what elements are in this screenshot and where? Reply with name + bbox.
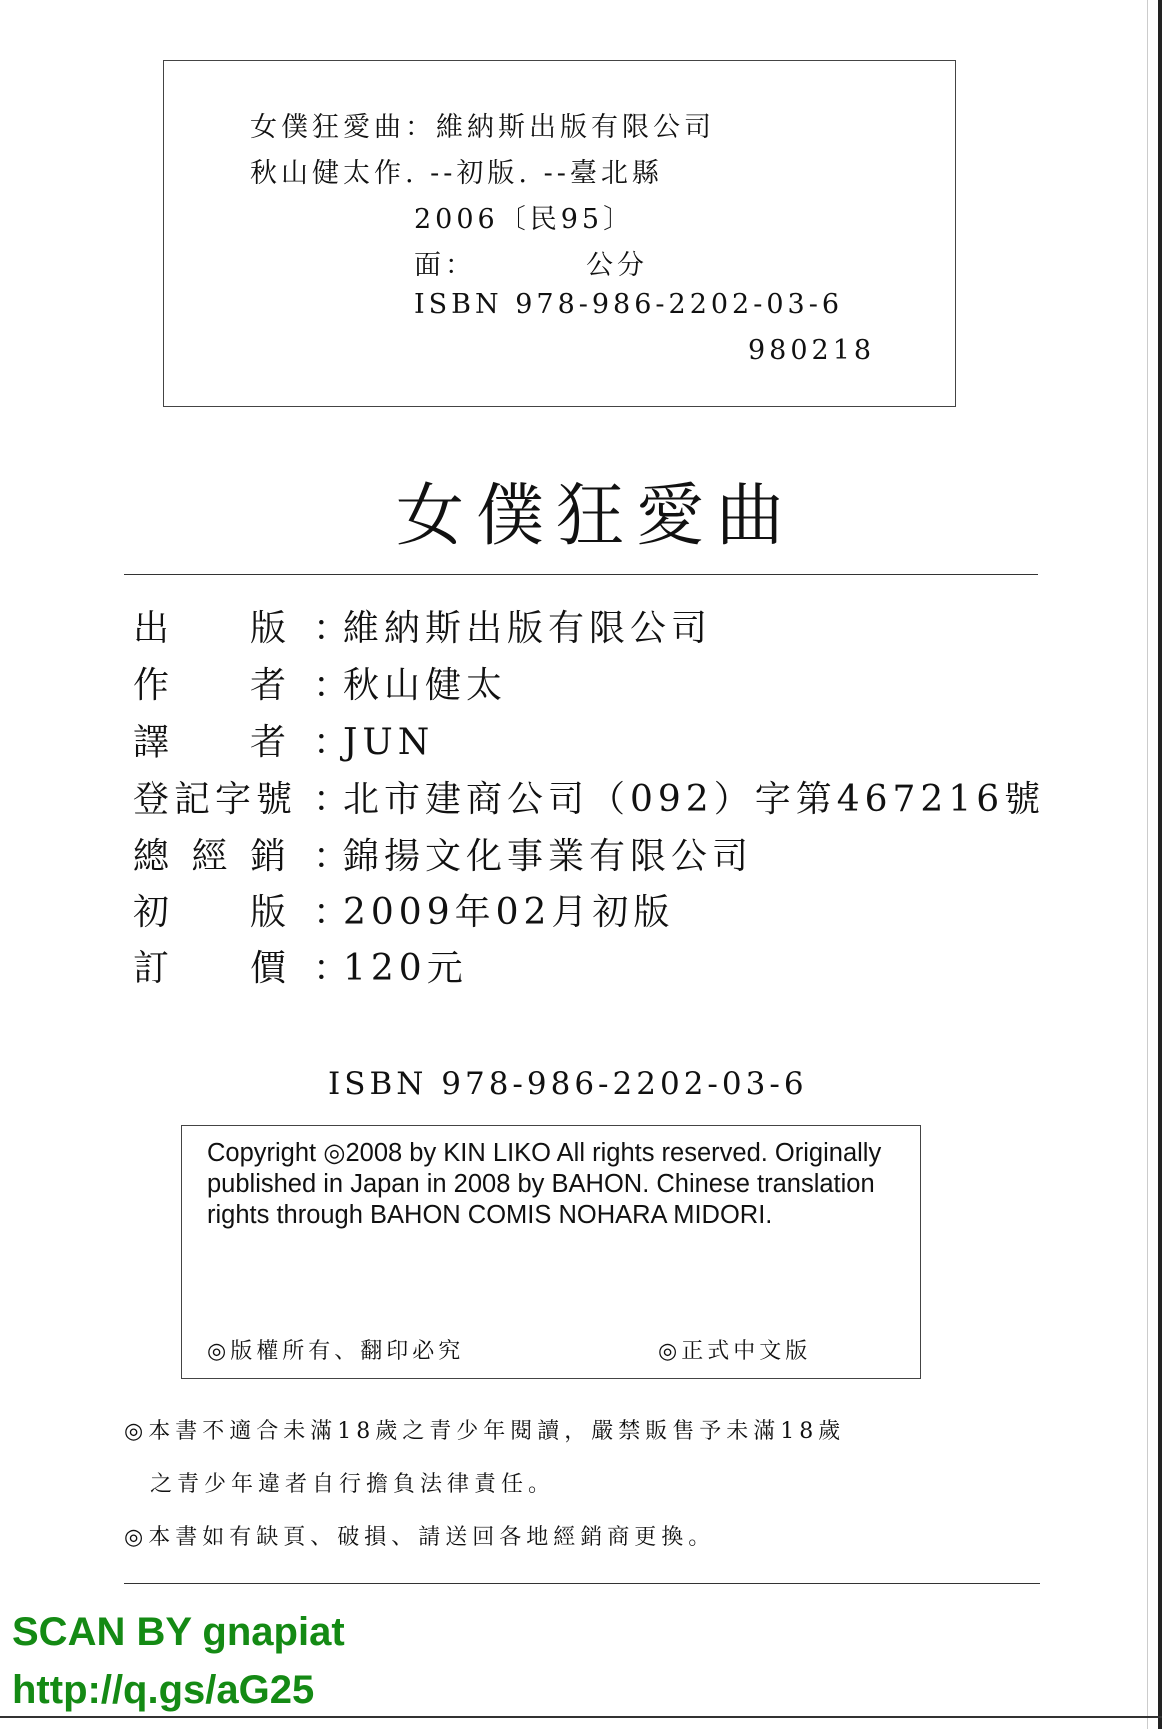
info-label: 登記字號 — [133, 779, 298, 820]
info-label: 出 版 — [133, 608, 291, 649]
info-colon: ： — [313, 779, 355, 820]
info-value: 秋山健太 — [343, 665, 508, 706]
info-colon: ： — [313, 948, 355, 989]
isbn-number: ISBN 978-986-2202-03-6 — [328, 1066, 808, 1102]
divider-top — [124, 574, 1038, 575]
info-colon: ： — [313, 836, 355, 877]
info-label: 作 者 — [133, 665, 291, 706]
cip-isbn-line: ISBN 978-986-2202-03-6 — [414, 289, 844, 320]
copyright-box — [181, 1125, 921, 1379]
info-row-registration — [133, 771, 1045, 827]
info-row-edition — [133, 884, 674, 940]
info-value: 北市建商公司（092）字第467216號 — [343, 779, 1046, 820]
info-label: 初 版 — [133, 892, 291, 933]
info-row-translator — [133, 714, 434, 770]
info-value: JUN — [343, 722, 435, 763]
info-colon: ： — [313, 892, 355, 933]
info-row-price — [133, 940, 468, 996]
cip-title-line: 女僕狂愛曲：維納斯出版有限公司 — [250, 112, 715, 143]
page-edge — [1158, 0, 1162, 1729]
all-rights-reserved-mark: ◎版權所有、翻印必究 — [207, 1339, 465, 1364]
age-restriction-notice-cont: 之青少年違者自行擔負法律責任。 — [150, 1472, 556, 1497]
book-title: 女僕狂愛曲 — [395, 477, 796, 556]
cip-author-line: 秋山健太作. --初版. --臺北縣 — [250, 158, 663, 189]
info-value: 維納斯出版有限公司 — [343, 608, 713, 649]
info-value: 錦揚文化事業有限公司 — [343, 836, 754, 877]
cip-year-line: 2006〔民95〕 — [414, 204, 635, 235]
bottom-border — [0, 1716, 1162, 1718]
info-value: 2009年02月初版 — [343, 892, 675, 933]
info-row-author — [133, 657, 507, 713]
official-chinese-edition-mark: ◎正式中文版 — [658, 1339, 812, 1364]
info-colon: ： — [313, 722, 355, 763]
divider-bottom — [124, 1583, 1040, 1584]
age-restriction-notice: ◎本書不適合未滿18歲之青少年閱讀，嚴禁販售予未滿18歲 — [124, 1419, 846, 1444]
scan-credit: SCAN BY gnapiat — [12, 1610, 345, 1654]
info-colon: ： — [313, 608, 355, 649]
cip-record-box — [163, 60, 956, 407]
info-colon: ： — [313, 665, 355, 706]
scan-url-link[interactable]: http://q.gs/aG25 — [12, 1668, 315, 1712]
replacement-notice: ◎本書如有缺頁、破損、請送回各地經銷商更換。 — [124, 1525, 716, 1550]
info-value: 120元 — [343, 948, 468, 989]
cip-pages-label: 面： — [414, 250, 476, 281]
copyright-text: Copyright ◎2008 by KIN LIKO All rights reserved. Originally published in Japan in 2008 by BAHON. Chinese translation rights through BAHON COMIS NOHARA MIDORI. — [207, 1139, 882, 1229]
cip-classification-number: 980218 — [748, 335, 876, 366]
info-label: 訂 價 — [133, 948, 291, 989]
info-row-distributor — [133, 828, 753, 884]
cip-pages-line — [414, 243, 648, 282]
info-label: 譯 者 — [133, 722, 291, 763]
info-label: 總 經 銷 — [133, 836, 291, 877]
cip-pages-unit: 公分 — [586, 250, 648, 281]
info-row-publisher — [133, 600, 712, 656]
page-edge-shadow — [1147, 0, 1148, 1729]
